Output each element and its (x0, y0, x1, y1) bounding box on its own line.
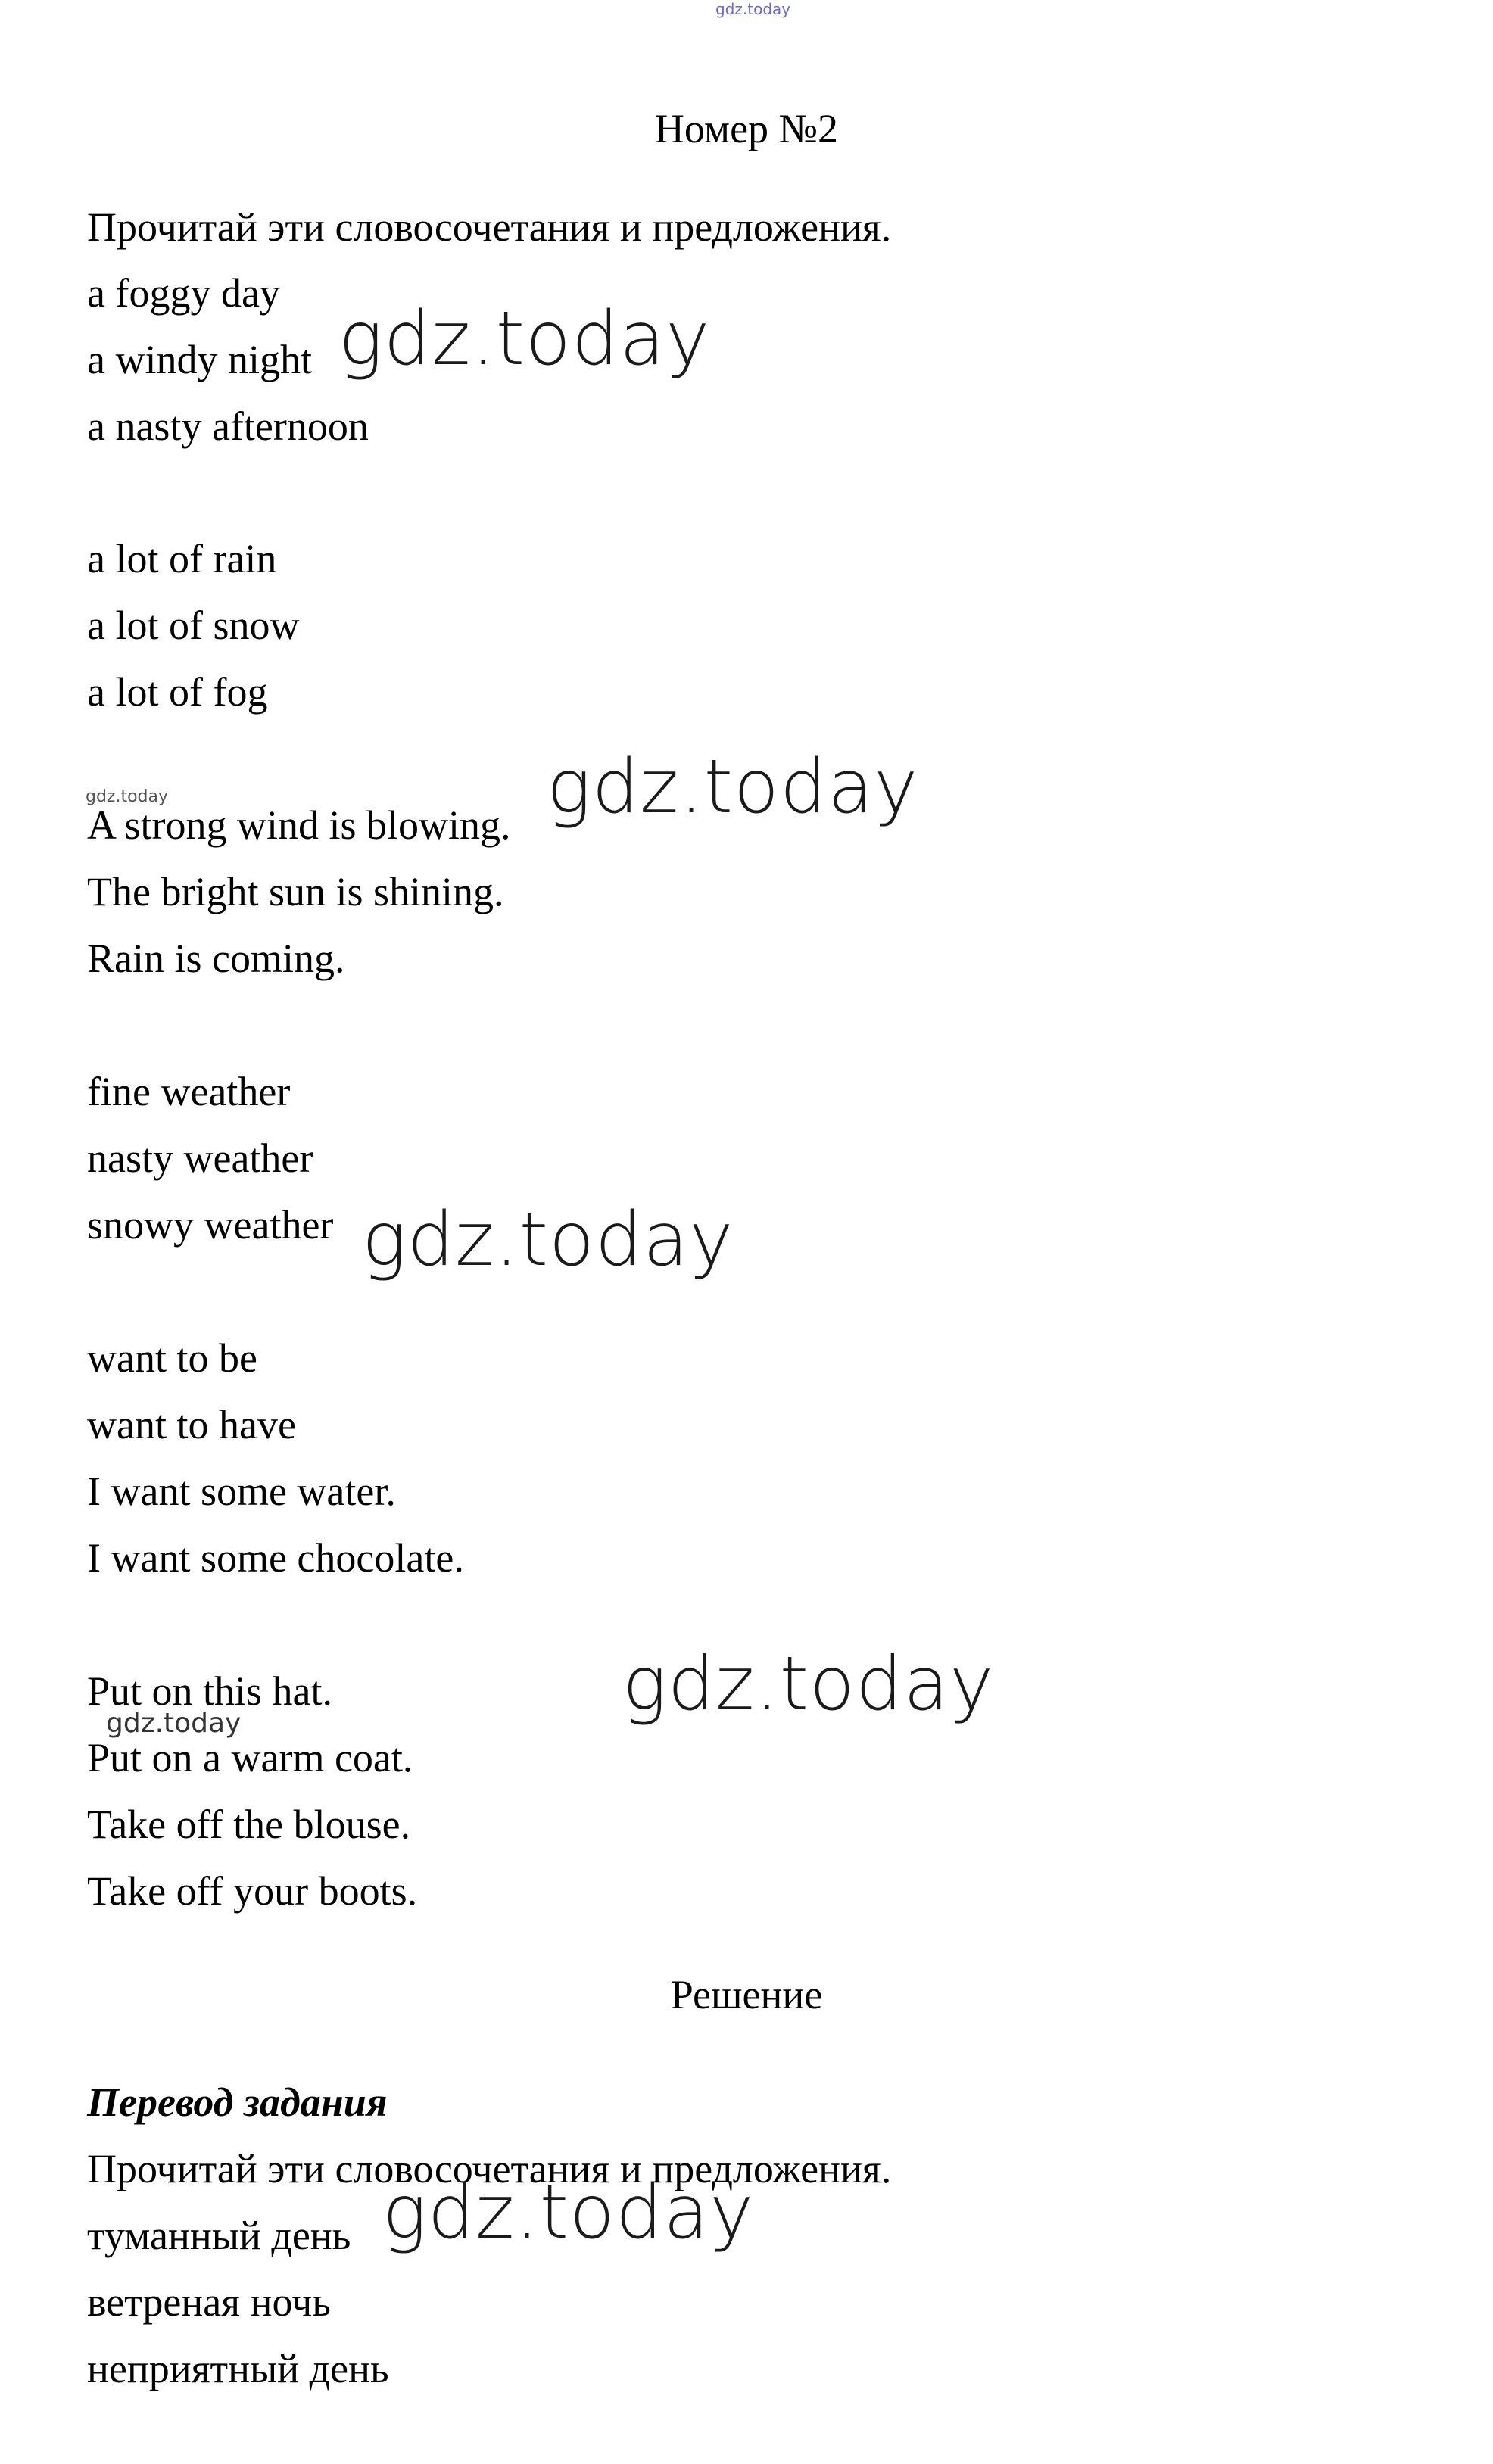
sentence-line: Rain is coming. (87, 936, 345, 981)
phrase-line: a foggy day (87, 270, 280, 316)
phrase-line: a lot of fog (87, 669, 268, 715)
solution-heading: Решение (670, 1972, 823, 2017)
task-instruction: Прочитай эти словосочетания и предложения. (87, 204, 892, 250)
phrase-line: fine weather (87, 1069, 291, 1114)
translation-line: ветреная ночь (87, 2279, 331, 2325)
sentence-line: The bright sun is shining. (87, 869, 504, 914)
sentence-line: A strong wind is blowing. (87, 802, 511, 848)
watermark-logo: gdz.today (362, 1197, 734, 1283)
watermark-logo: gdz.today (547, 744, 919, 830)
watermark-top: gdz.today (715, 0, 791, 18)
phrase-line: snowy weather (87, 1202, 334, 1248)
phrase-line: a lot of rain (87, 536, 277, 581)
phrase-line: a windy night (87, 337, 312, 382)
phrase-line: want to be (87, 1335, 257, 1381)
watermark-small: gdz.today (86, 787, 169, 806)
phrase-line: a lot of snow (87, 603, 300, 648)
translation-heading: Перевод задания (87, 2079, 388, 2125)
translation-line: туманный день (87, 2213, 351, 2258)
page-title: Номер №2 (654, 106, 839, 151)
watermark-logo: gdz.today (382, 2170, 755, 2256)
phrase-line: want to have (87, 1402, 296, 1447)
watermark-logo: gdz.today (338, 296, 711, 382)
solution-instruction: Прочитай эти словосочетания и предложения. (87, 2146, 892, 2191)
sentence-line: Put on a warm coat. (87, 1735, 413, 1780)
watermark-medium: gdz.today (106, 1708, 242, 1739)
sentence-line: Take off your boots. (87, 1868, 418, 1914)
phrase-line: a nasty afternoon (87, 403, 369, 449)
sentence-line: Put on this hat. (87, 1668, 333, 1714)
translation-line: неприятный день (87, 2346, 389, 2391)
watermark-logo: gdz.today (622, 1641, 995, 1727)
sentence-line: I want some water. (87, 1469, 396, 1514)
phrase-line: nasty weather (87, 1135, 313, 1181)
sentence-line: I want some chocolate. (87, 1535, 464, 1581)
sentence-line: Take off the blouse. (87, 1802, 411, 1847)
